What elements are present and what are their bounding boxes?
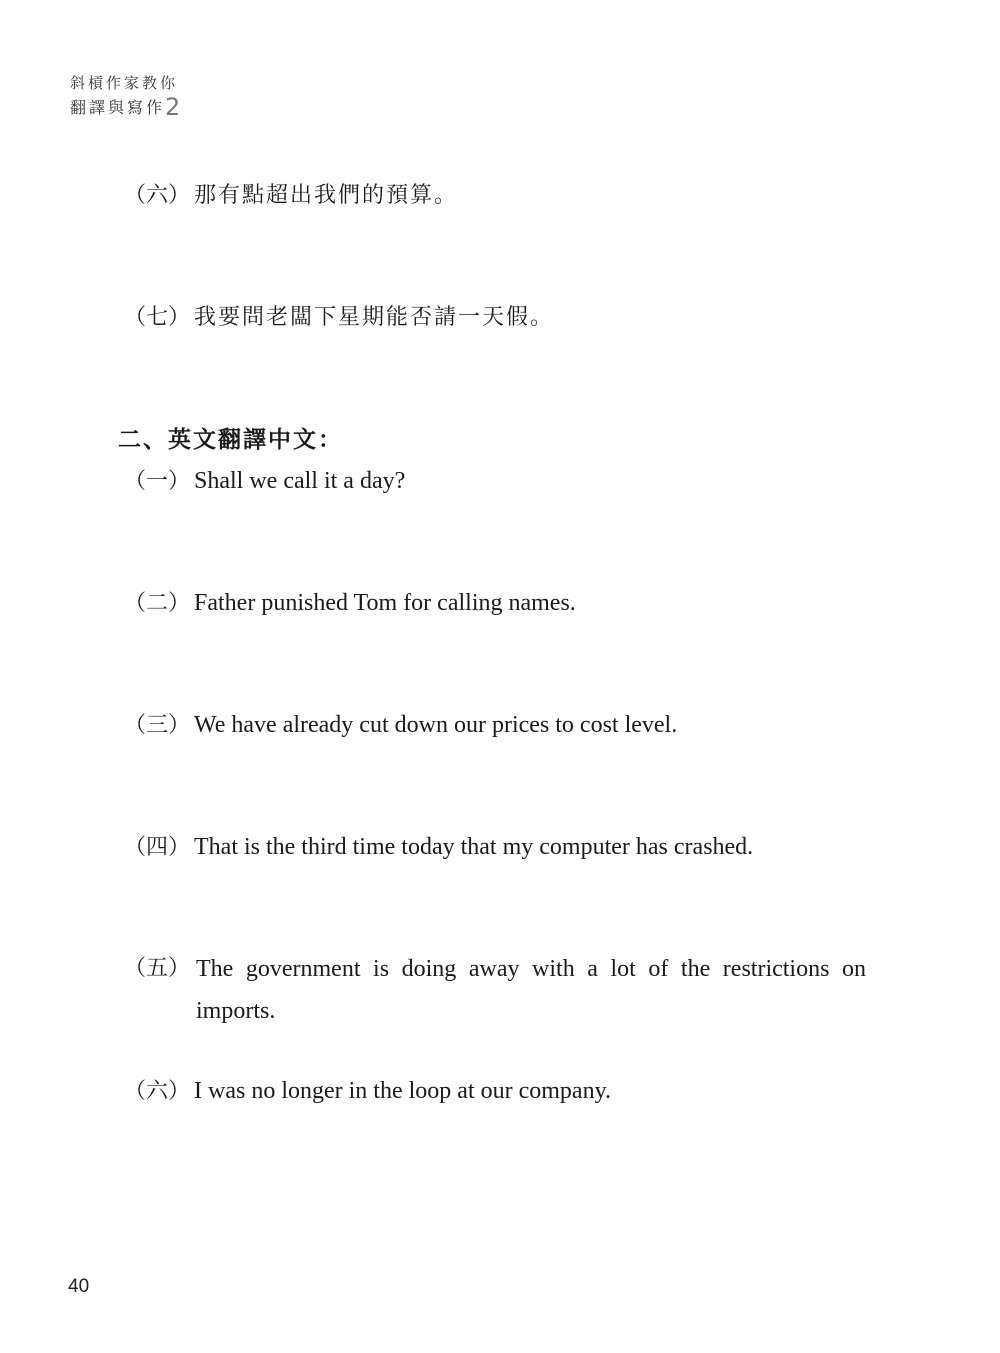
item-number: （六） [124,1079,191,1104]
exercise-item-en-1 [124,460,405,503]
item-text: 那有點超出我們的預算。 [194,183,459,208]
exercise-item-en-2 [124,582,576,625]
item-number: （四） [124,835,191,860]
exercise-item-en-6 [124,1070,611,1113]
item-number: （五） [124,956,191,981]
exercise-item-en-3 [124,704,677,747]
exercise-item-zh-7 [124,296,554,339]
item-text: Shall we call it a day? [194,468,406,494]
exercise-item-zh-6 [124,174,458,217]
item-number: （七） [124,305,191,330]
item-text: We have already cut down our prices to cost level. [194,712,678,738]
item-text: 我要問老闆下星期能否請一天假。 [194,305,555,330]
running-header [70,72,180,121]
series-title: 斜槓作家教你 [70,74,179,92]
item-number: （三） [124,713,191,738]
book-title: 翻譯與寫作 [70,98,166,117]
item-number: （二） [124,591,191,616]
exercise-item-en-4 [124,826,753,869]
volume-number: 2 [165,93,181,121]
item-text: I was no longer in the loop at our company. [194,1078,612,1104]
item-text: Father punished Tom for calling names. [194,590,576,616]
book-title-line [70,94,180,121]
item-text: That is the third time today that my computer has crashed. [194,834,754,860]
item-number: （六） [124,183,191,208]
page-number: 40 [68,1276,90,1297]
exercise-item-en-5 [124,948,869,1032]
item-text: The government is doing away with a lot of the restrictions on imports. [196,956,866,1024]
section-heading: 二、英文翻譯中文： [118,427,343,453]
item-number: （一） [124,469,191,494]
